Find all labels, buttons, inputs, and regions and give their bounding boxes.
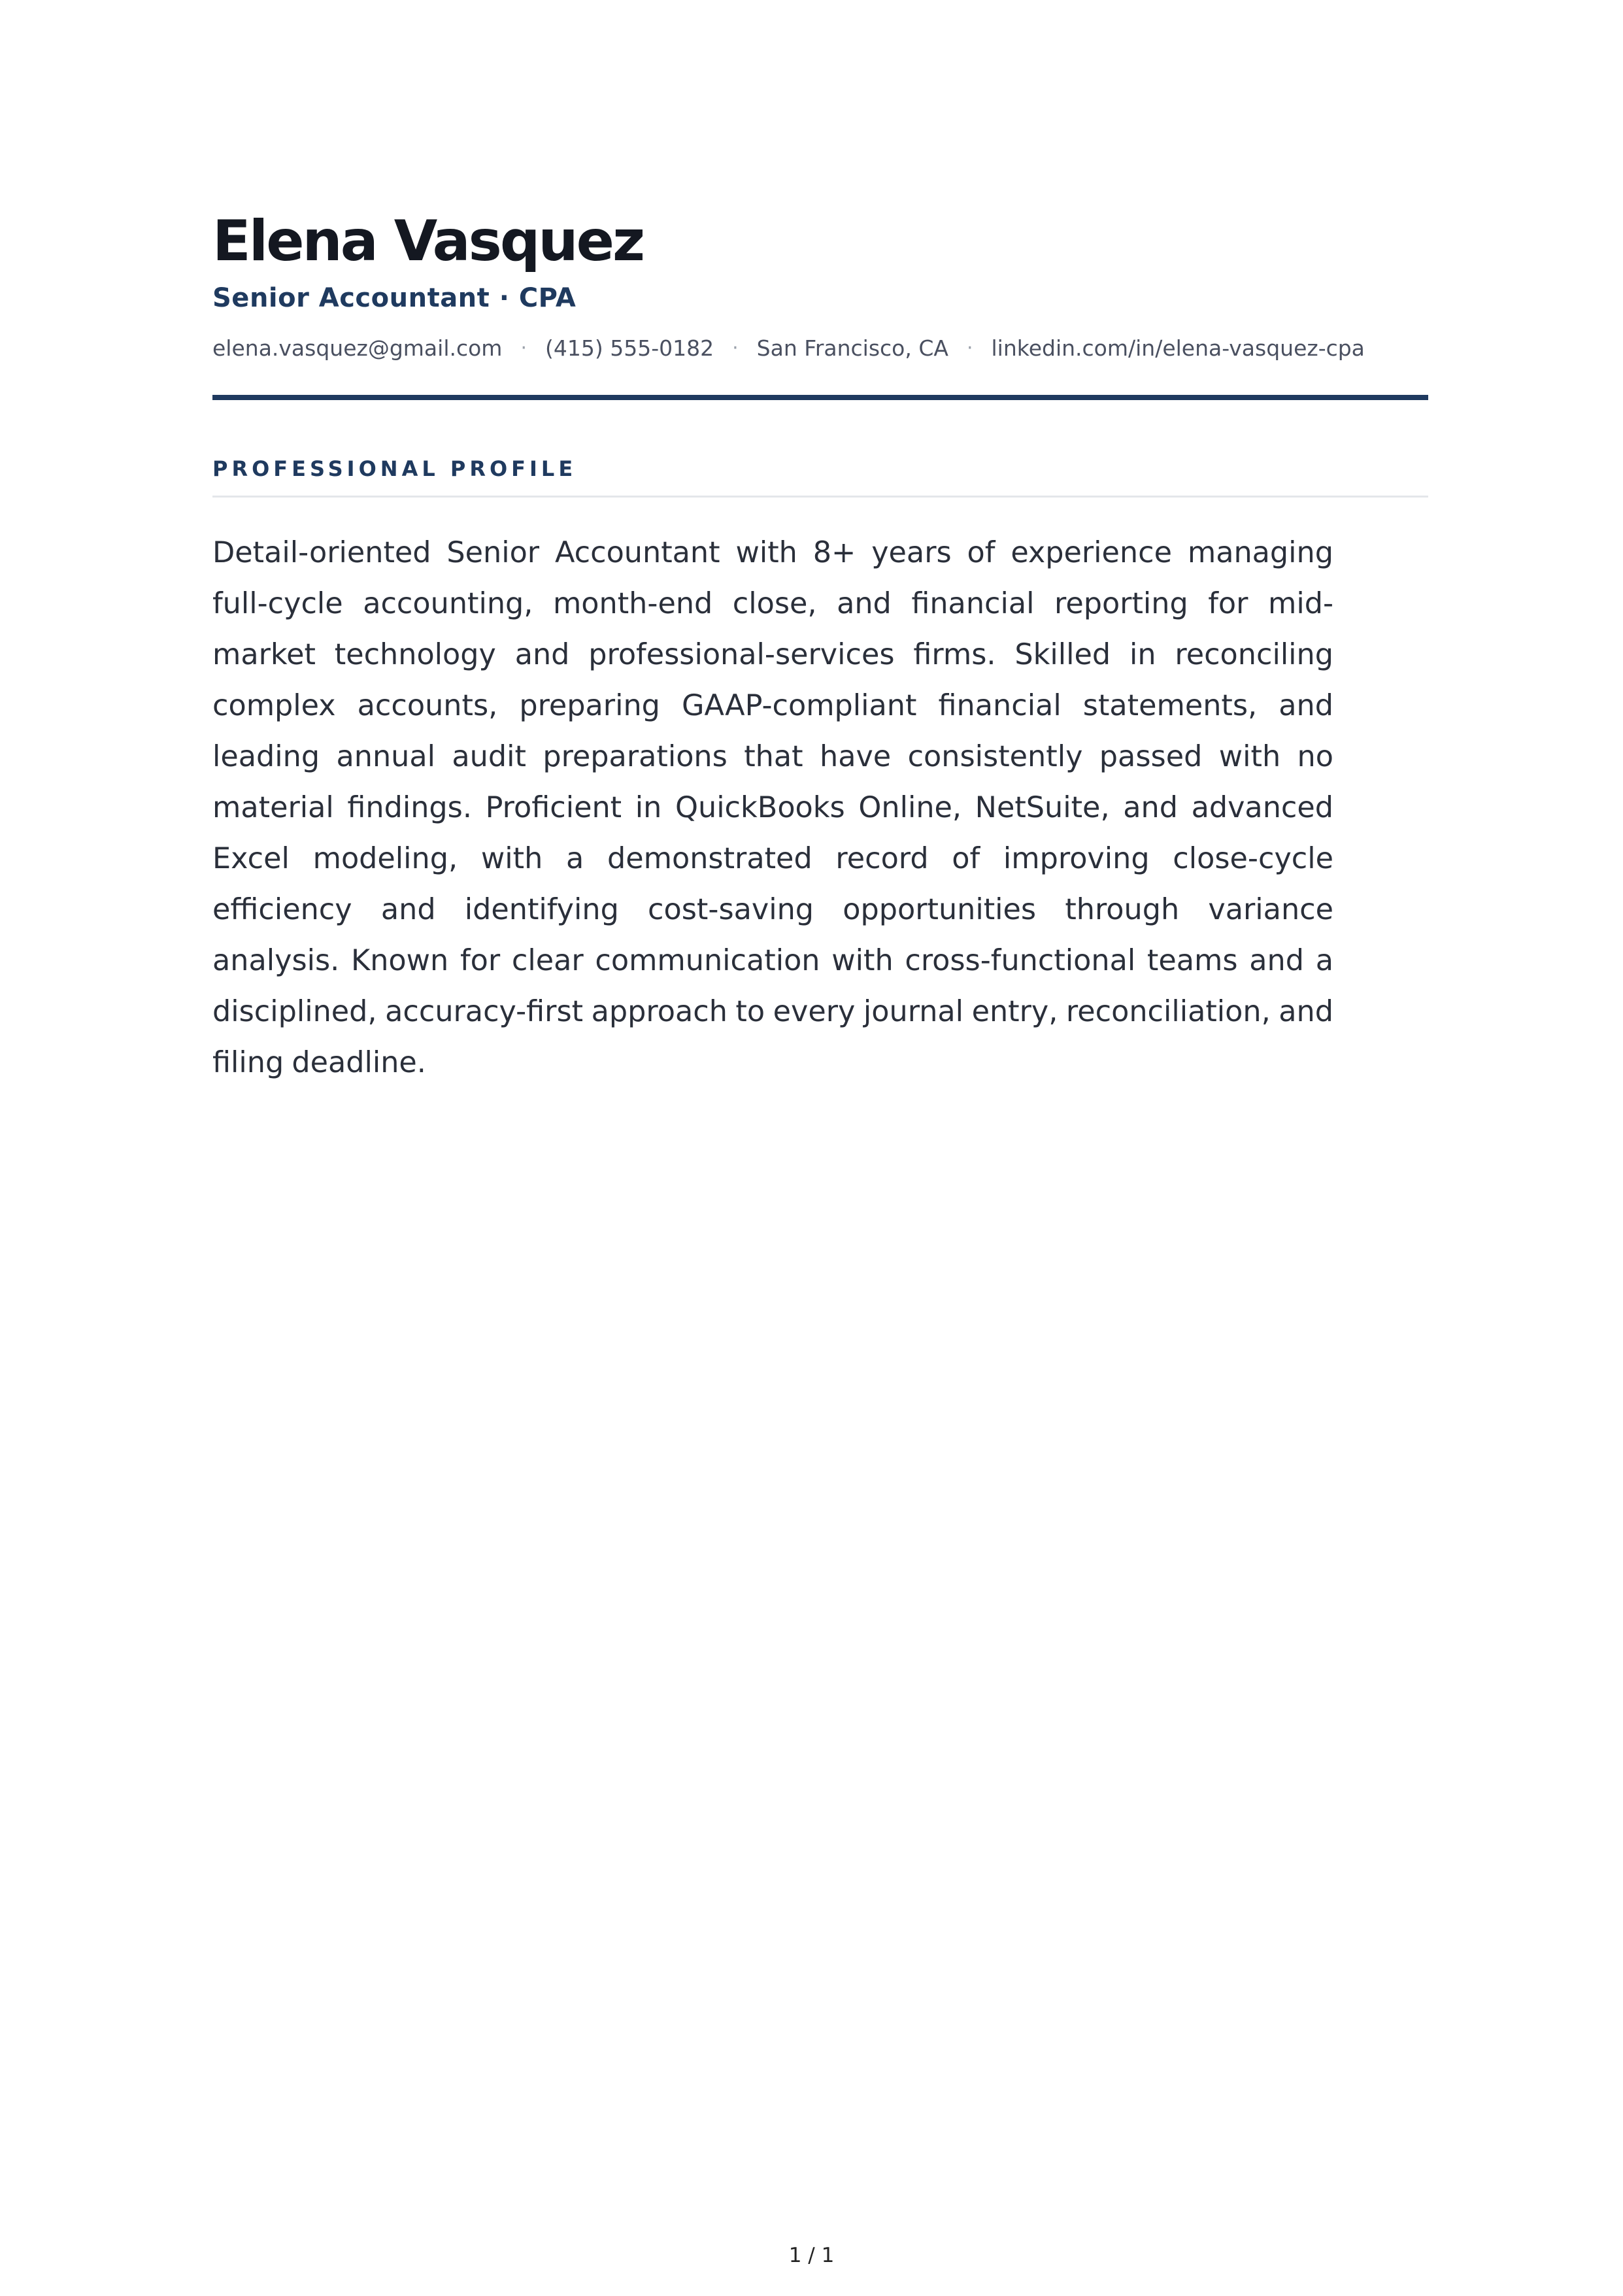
contact-email[interactable]: elena.vasquez@gmail.com <box>212 335 503 361</box>
contact-linkedin[interactable]: linkedin.com/in/elena-vasquez-cpa <box>991 335 1365 361</box>
candidate-name: Elena Vasquez <box>212 209 643 274</box>
contact-separator: · <box>966 336 973 360</box>
section-heading-profile: PROFESSIONAL PROFILE <box>212 456 577 481</box>
contact-phone[interactable]: (415) 555-0182 <box>545 335 714 361</box>
contact-separator: · <box>520 336 527 360</box>
contact-line <box>212 335 1428 361</box>
page-number: 1 / 1 <box>788 2244 835 2267</box>
contact-separator: · <box>732 336 739 360</box>
section-divider <box>212 496 1428 498</box>
header-divider <box>212 395 1428 400</box>
candidate-title: Senior Accountant · CPA <box>212 282 577 313</box>
resume-content <box>212 209 1428 1117</box>
profile-paragraph: Detail-oriented Senior Accountant with 8+ years of experience managing full-cycle accounting, month-end close, and financial reporting for mid-market technology and professional-services firms. Skilled in reconciling complex accounts, preparing GAAP-compliant financial statements, and leading annual audit preparations that have consistently passed with no material findings. Proficient in QuickBooks Online, NetSuite, and advanced Excel modeling, with a demonstrated record of improving close-cycle efficiency and identifying cost-saving opportunities through variance analysis. Known for clear communication with cross-functional teams and a disciplined, accuracy-first approach to every journal entry, reconciliation, and filing deadline. <box>212 535 1333 1079</box>
contact-location: San Francisco, CA <box>756 335 948 361</box>
